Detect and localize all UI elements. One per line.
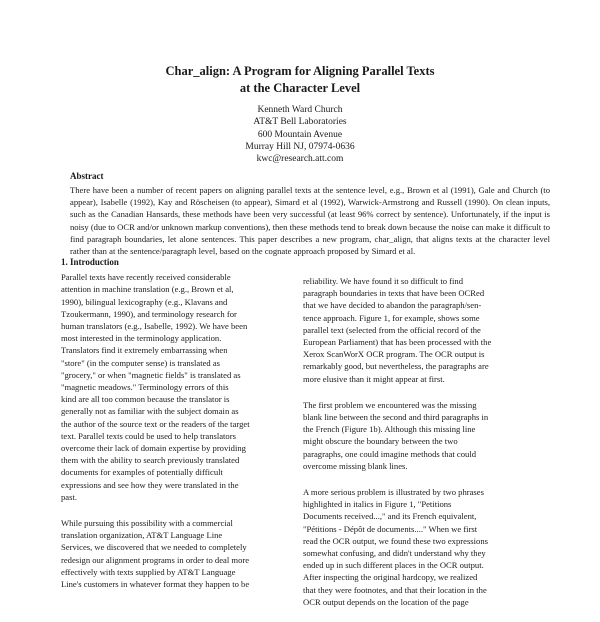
paragraph [303, 486, 535, 608]
text-line: documents for examples of potentially difficult [61, 467, 223, 478]
text-line: might obscure the boundary between the two [303, 436, 458, 447]
text-line: "store" (in the computer sense) is translated as [61, 357, 221, 368]
text-line: text. Parallel texts could be used to help translators [61, 430, 236, 441]
text-line: Tzoukermann, 1990), and terminology research for [61, 308, 237, 319]
author-affiliation: AT&T Bell Laboratories [253, 117, 347, 128]
text-line: human translators (e.g., Isabelle, 1992). We have been [61, 321, 248, 332]
text-line: translation organization, AT&T Language Line [61, 530, 223, 541]
text-line: that we have decided to abandon the paragraph/sen- [303, 300, 482, 311]
text-line: European Parliament) that has been processed with the [303, 337, 492, 348]
text-line: blank line between the second and third paragraphs in [303, 412, 489, 423]
text-line: somewhat confusing, and didn't understand why they [303, 548, 486, 559]
text-line: highlighted in italics in Figure 1, "Petitions [303, 499, 452, 510]
text-line: overcome missing blank lines. [303, 460, 408, 471]
text-line: paragraph boundaries in texts that have been OCRed [303, 288, 485, 299]
text-line: expressions and see how they were translated in the [61, 479, 239, 490]
text-line: Line's customers in whatever format they happen to be [61, 579, 250, 590]
text-line: more elusive than it might appear at first. [303, 373, 445, 384]
text-line: "magnetic meadows." Terminology errors of this [61, 382, 229, 393]
author-block [150, 104, 450, 165]
text-line: tence approach. Figure 1, for example, shows some [303, 312, 480, 323]
text-line: parallel text (selected from the official record of the [303, 324, 481, 335]
text-line: past. [61, 491, 77, 502]
abstract-heading: Abstract [70, 171, 104, 181]
text-line: 1990), bilingual lexicography (e.g., Klavans and [61, 296, 228, 307]
text-line: most interested in the terminology application. [61, 333, 222, 344]
text-line: generally not as familiar with the subject domain as [61, 406, 239, 417]
left-column [61, 256, 293, 604]
paragraph [303, 275, 535, 385]
text-line: "Pétitions - Dépôt de documents...." When we first [303, 523, 478, 534]
text-line: the author of the source text or the readers of the target [61, 418, 250, 429]
text-line: effectively with texts supplied by AT&T Language [61, 566, 236, 577]
text-line: reliability. We have found it so difficult to find [303, 276, 464, 286]
text-line: the French (Figure 1b). Although this missing line [303, 424, 476, 435]
text-line: OCR output depends on the location of the page [303, 596, 469, 607]
author-address: 600 Mountain Avenue [257, 129, 343, 140]
text-line: Translators find it extremely embarrassing when [61, 345, 228, 356]
text-line: A more serious problem is illustrated by two phrases [303, 487, 484, 498]
text-line: read the OCR output, we found these two expressions [303, 535, 488, 546]
right-column [303, 275, 535, 622]
paragraph [61, 517, 293, 590]
text-line: The first problem we encountered was the missing [303, 399, 477, 410]
title-line: Char_align: A Program for Aligning Parallel Texts [165, 64, 435, 78]
text-line: Services, we discovered that we needed to completely [61, 542, 247, 553]
text-line: that they were footnotes, and that their location in the [303, 584, 487, 595]
text-line: ended up in such different places in the OCR output. [303, 560, 484, 571]
abstract-text: There have been a number of recent papers on aligning parallel texts at the sentence level, e.g., Brown et al (1991), Gale and Church (to appear), Isabelle (1992), Kay and Röscheisen (to appear), Simard et al (1992), Warwick-Armstrong and Russell (1990). On clean inputs, such as the Canadian Hansards, these methods have been very successful (at least 96% correct by sentence). Unfortunately, if the input is noisy (due to OCR and/or unknown markup conventions), then these methods tend to break down because the noise can make it difficult to find paragraph boundaries, let alone sentences. This paper describes a new program, char_align, that aligns texts at the character level rather than at the sentence/paragraph level, based on the cognate approach proposed by Simard et al. [70, 185, 550, 257]
paragraph [303, 399, 535, 472]
text-line: While pursuing this possibility with a commercial [61, 518, 233, 529]
paper-title [110, 63, 490, 97]
text-line: remarkably good, but nevertheless, the paragraphs are [303, 361, 489, 372]
text-line: redesign our alignment programs in order to deal more [61, 554, 250, 565]
text-line: kind are all too common because the translator is [61, 394, 230, 405]
author-name: Kenneth Ward Church [257, 105, 343, 115]
text-line: them with the ability to search previously translated [61, 455, 240, 466]
text-line: Xerox ScanWorX OCR program. The OCR output is [303, 349, 485, 360]
title-line: at the Character Level [239, 81, 361, 95]
paragraph [61, 271, 293, 503]
text-line: paragraphs, one could imagine methods that could [303, 448, 477, 459]
text-line: overcome their lack of domain expertise by providing [61, 443, 246, 454]
section-heading: 1. Introduction [61, 257, 119, 267]
text-line: attention in machine translation (e.g., Brown et al, [61, 284, 234, 295]
author-city: Murray Hill NJ, 07974-0636 [245, 141, 355, 152]
text-line: After inspecting the original hardcopy, we realized [303, 572, 478, 583]
text-line: Documents received...," and its French equivalent, [303, 511, 477, 522]
text-line: "grocery," or when "magnetic fields" is translated as [61, 369, 241, 380]
author-email: kwc@research.att.com [256, 154, 344, 165]
text-line: Parallel texts have recently received considerable [61, 272, 231, 283]
